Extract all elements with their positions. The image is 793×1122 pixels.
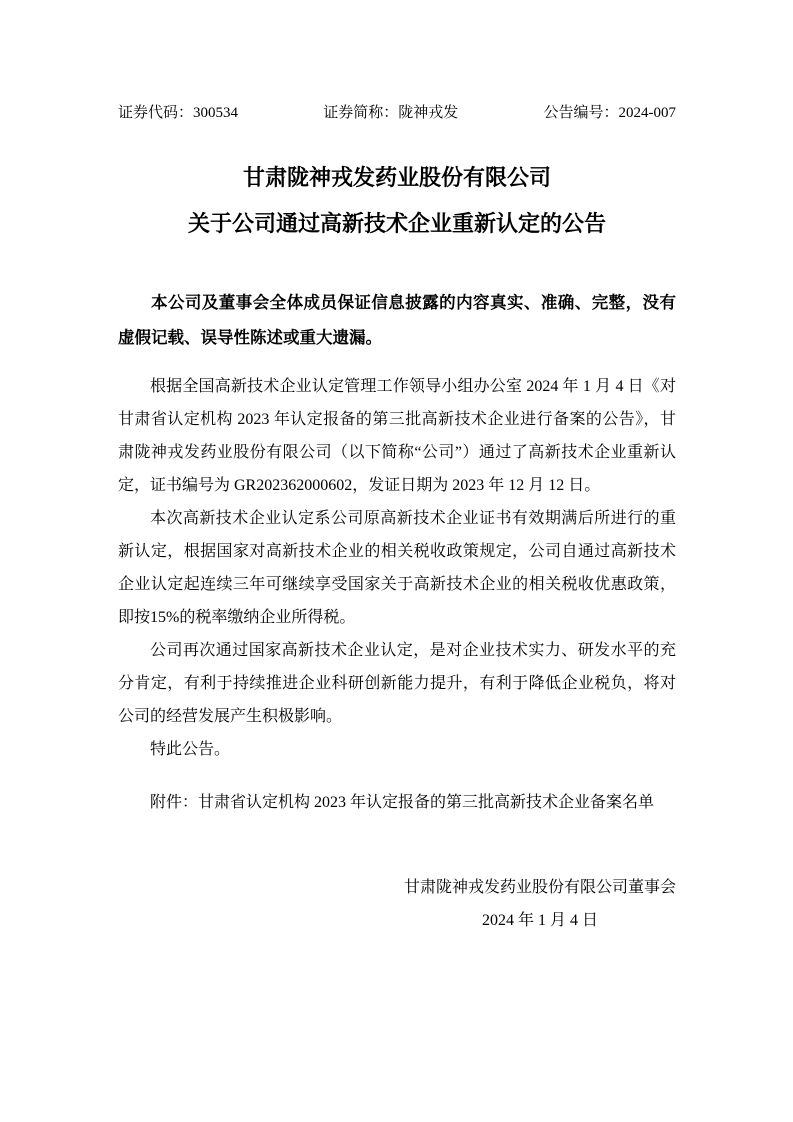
body-paragraph: 公司再次通过国家高新技术企业认定，是对企业技术实力、研发水平的充分肯定，有利于持续推进企业科研创新能力提升，有利于降低企业税负，将对公司的经营发展产生积极影响。 bbox=[118, 642, 676, 725]
body-paragraph: 根据全国高新技术企业认定管理工作领导小组办公室 2024 年 1 月 4 日《对甘肃省认定机构 2023 年认定报备的第三批高新技术企业进行备案的公告》，甘肃陇神戎发药业股份有限公司（以下简称“公司”）通过了高新技术企业重新认定，证书编号为 GR202362000602，发证日期为 2023 年 12 月 12 日。 bbox=[118, 378, 676, 494]
signature-area bbox=[118, 871, 676, 937]
announcement-body bbox=[118, 370, 676, 766]
announcement-number: 公告编号：2024-007 bbox=[543, 105, 676, 121]
signature-block bbox=[404, 871, 676, 937]
announcement-title: 关于公司通过高新技术企业重新认定的公告 bbox=[187, 211, 606, 236]
stock-abbr: 证券简称：陇神戎发 bbox=[323, 105, 459, 121]
signature-date: 2024 年 1 月 4 日 bbox=[481, 912, 598, 929]
closing-line: 特此公告。 bbox=[150, 741, 231, 758]
signature-company: 甘肃陇神戎发药业股份有限公司董事会 bbox=[403, 879, 676, 896]
company-name-title: 甘肃陇神戎发药业股份有限公司 bbox=[242, 165, 551, 190]
board-statement: 本公司及董事会全体成员保证信息披露的内容真实、准确、完整，没有虚假记载、误导性陈述或重大遗漏。 bbox=[118, 293, 676, 347]
body-paragraph: 本次高新技术企业认定系公司原高新技术企业证书有效期满后所进行的重新认定，根据国家对高新技术企业的相关税收政策规定，公司自通过高新技术企业认定起连续三年可继续享受国家关于高新技术企业的相关税收优惠政策，即按15%的税率缴纳企业所得税。 bbox=[118, 510, 676, 626]
document-header bbox=[118, 103, 676, 123]
stock-code: 证券代码：300534 bbox=[118, 105, 239, 121]
attachment-line: 附件：甘肃省认定机构 2023 年认定报备的第三批高新技术企业备案名单 bbox=[150, 794, 655, 811]
